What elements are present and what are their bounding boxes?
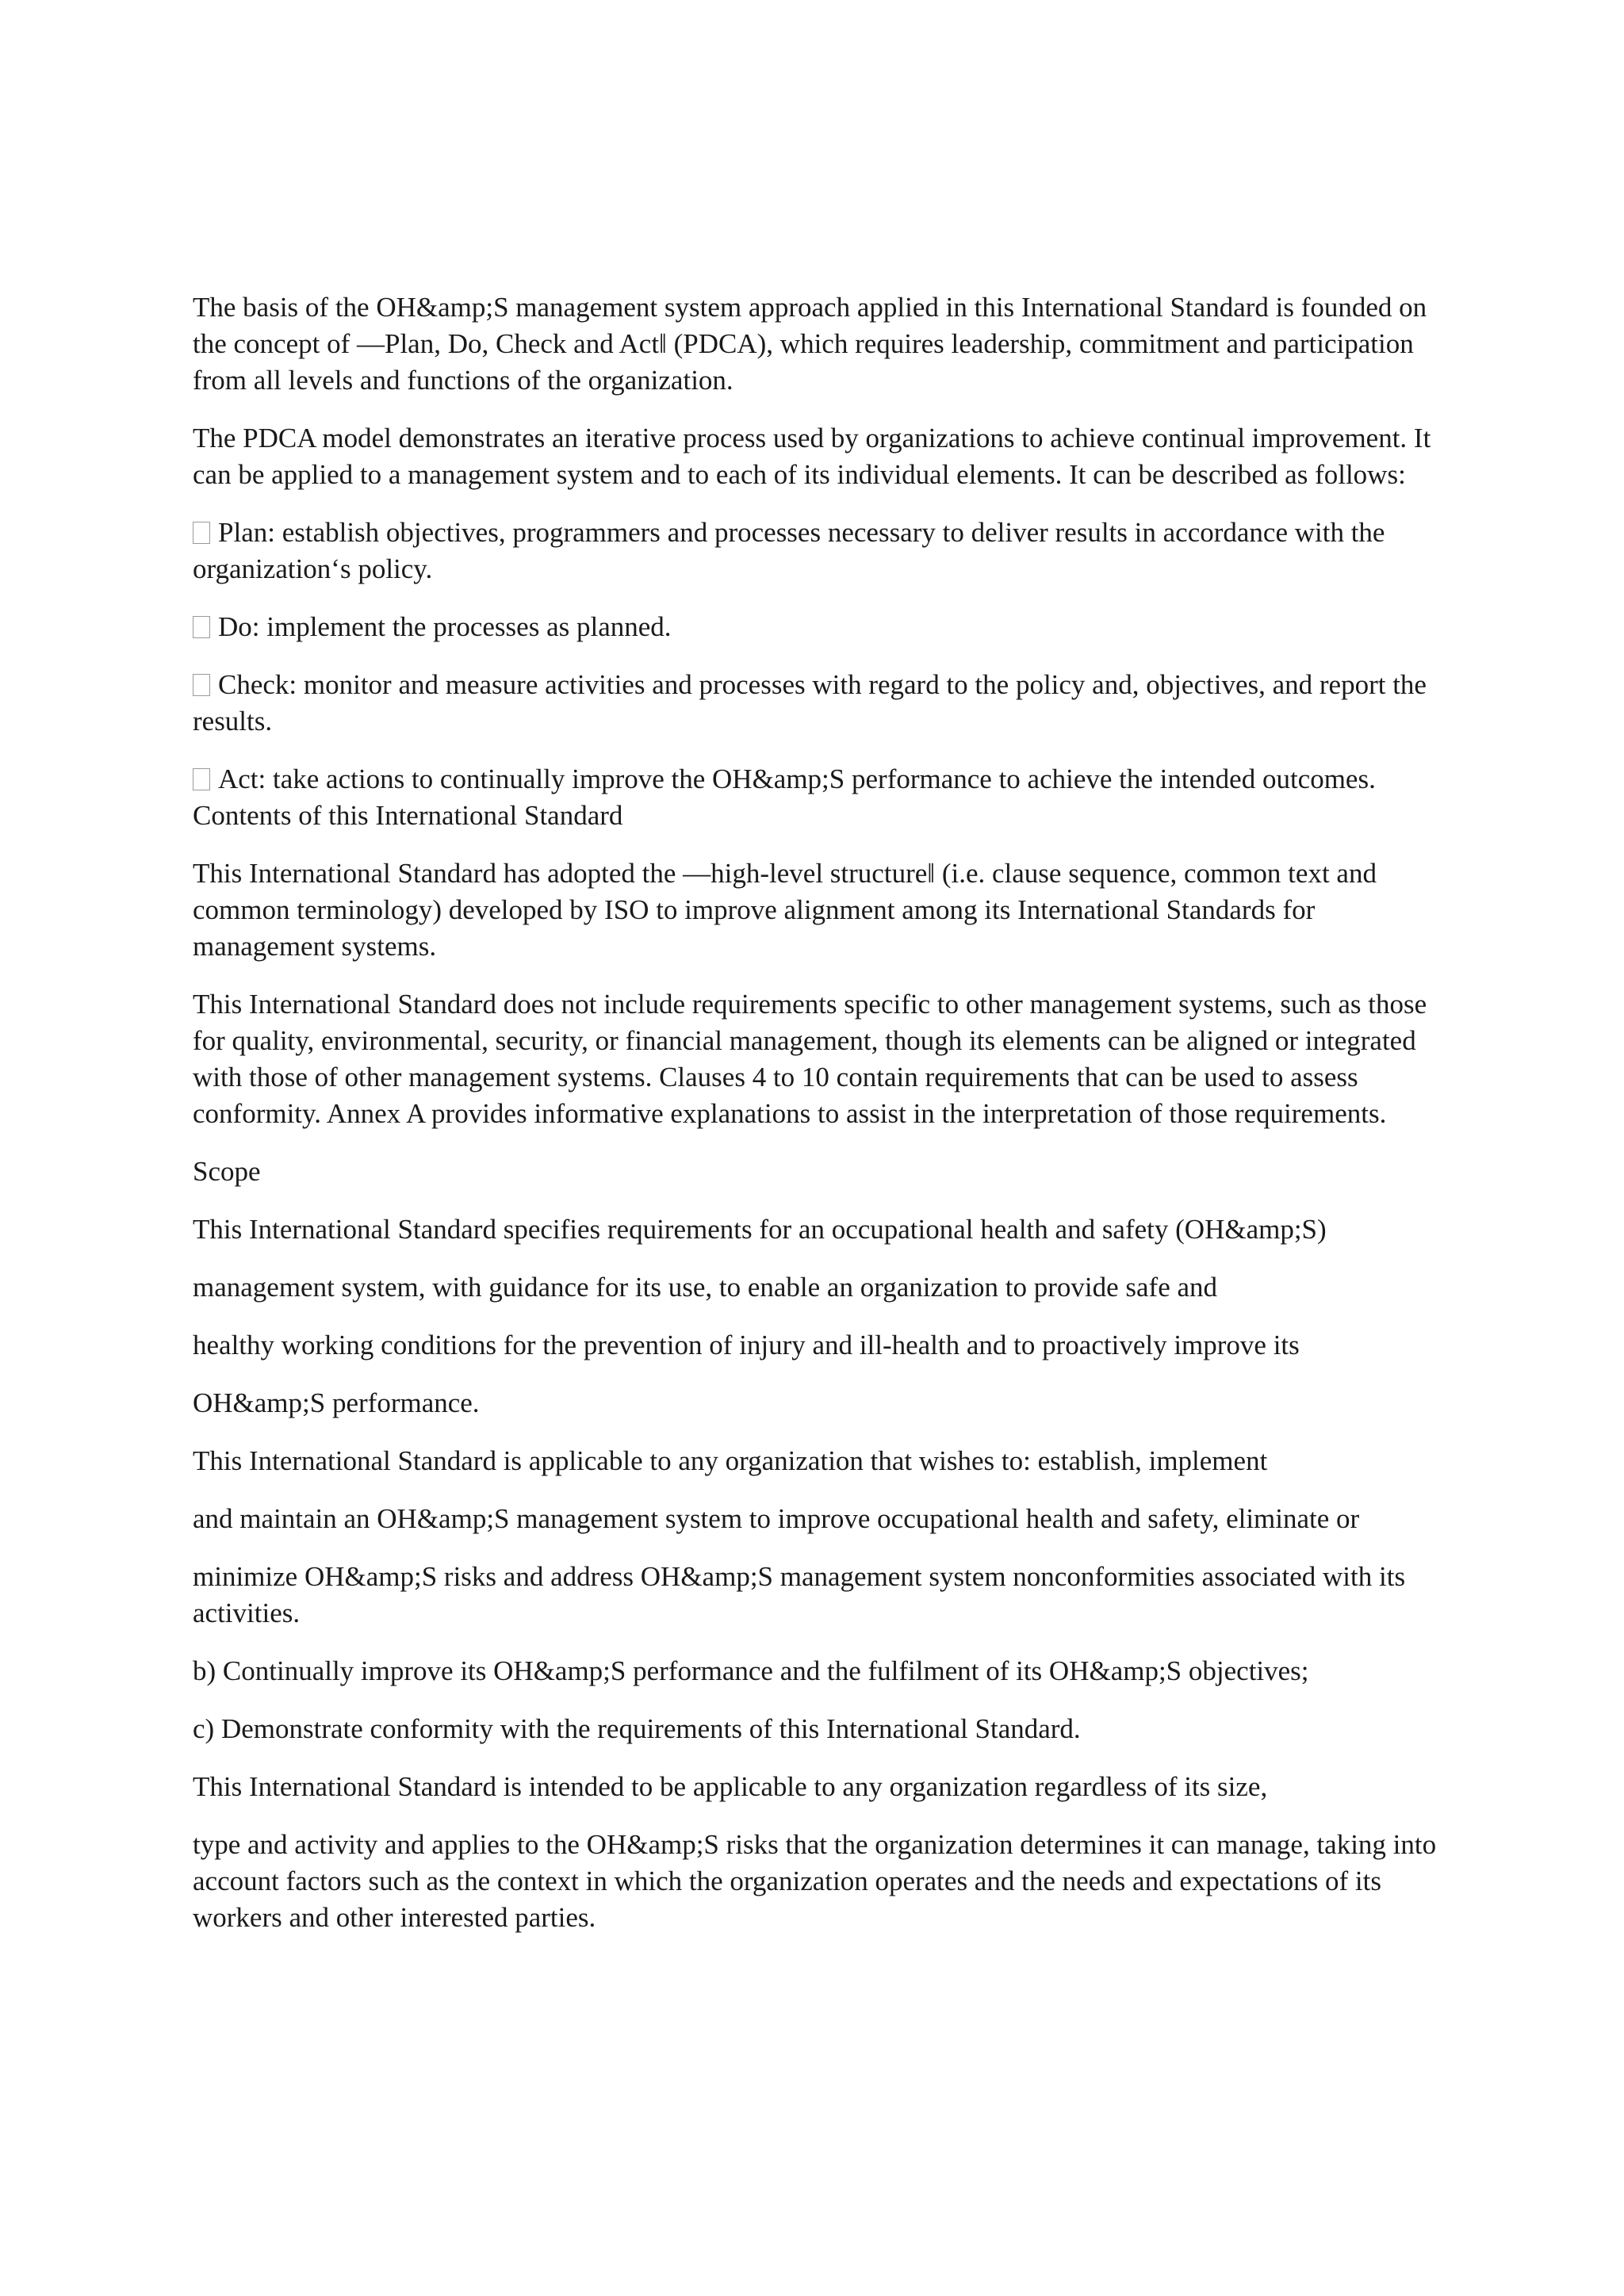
- scope-line: OH&amp;S performance.: [193, 1387, 480, 1418]
- document-body: [193, 289, 1461, 1957]
- scope-wrapped-paragraph: minimize OH&amp;S risks and address OH&amp;S management system nonconformities associated with its activities.: [193, 1561, 1406, 1628]
- list-item-c: c) Demonstrate conformity with the requirements of this International Standard.: [193, 1713, 1081, 1744]
- bullet-act-text: Act: take actions to continually improve the OH&amp;S performance to achieve the intended outcomes. Contents of this International Standard: [193, 763, 1376, 831]
- scope-line: and maintain an OH&amp;S management system to improve occupational health and safety, eliminate or: [193, 1503, 1360, 1534]
- scope-heading: Scope: [193, 1156, 261, 1187]
- bullet-check-text: Check: monitor and measure activities and processes with regard to the policy and, objectives, and report the results.: [193, 669, 1427, 737]
- bullet-do: [193, 609, 1461, 645]
- missing-glyph-box-icon: [193, 522, 210, 544]
- missing-glyph-box-icon: [193, 674, 210, 696]
- bullet-do-text: Do: implement the processes as planned.: [218, 611, 672, 642]
- paragraph-other-systems: This International Standard does not include requirements specific to other management systems, such as those for quality, environmental, security, or financial management, though its elements can be aligned or integrated with those of other management systems. Clauses 4 to 10 contain requirements that can be used to assess conformity. Annex A provides informative explanations to assist in the interpretation of those requirements.: [193, 989, 1427, 1129]
- closing-paragraph: type and activity and applies to the OH&amp;S risks that the organization determines it can manage, taking into account factors such as the context in which the organization operates and the needs and expectations of its workers and other interested parties.: [193, 1829, 1437, 1933]
- scope-line: This International Standard specifies requirements for an occupational health and safety (OH&amp;S): [193, 1214, 1327, 1245]
- bullet-check: [193, 667, 1461, 740]
- paragraph-pdca-model: The PDCA model demonstrates an iterative process used by organizations to achieve continual improvement. It can be applied to a management system and to each of its individual elements. It can be described as follows:: [193, 423, 1431, 490]
- paragraph-pdca-basis: The basis of the OH&amp;S management system approach applied in this International Standard is founded on the concept of ―Plan, Do, Check and Act‖ (PDCA), which requires leadership, commitment and participation from all levels and functions of the organization.: [193, 292, 1427, 396]
- bullet-act: [193, 761, 1461, 834]
- bullet-plan: [193, 515, 1461, 587]
- missing-glyph-box-icon: [193, 768, 210, 790]
- list-item-b: b) Continually improve its OH&amp;S performance and the fulfilment of its OH&amp;S objectives;: [193, 1655, 1309, 1686]
- bullet-plan-text: Plan: establish objectives, programmers and processes necessary to deliver results in accordance with the organization‘s policy.: [193, 517, 1385, 584]
- scope-line: management system, with guidance for its use, to enable an organization to provide safe and: [193, 1272, 1218, 1303]
- paragraph-high-level-structure: This International Standard has adopted the ―high-level structure‖ (i.e. clause sequence, common text and common terminology) developed by ISO to improve alignment among its International Standards for management systems.: [193, 858, 1377, 962]
- closing-line: This International Standard is intended to be applicable to any organization regardless of its size,: [193, 1771, 1268, 1802]
- missing-glyph-box-icon: [193, 616, 210, 638]
- scope-line: This International Standard is applicable to any organization that wishes to: establish, implement: [193, 1445, 1268, 1476]
- scope-line: healthy working conditions for the prevention of injury and ill-health and to proactively improve its: [193, 1330, 1300, 1360]
